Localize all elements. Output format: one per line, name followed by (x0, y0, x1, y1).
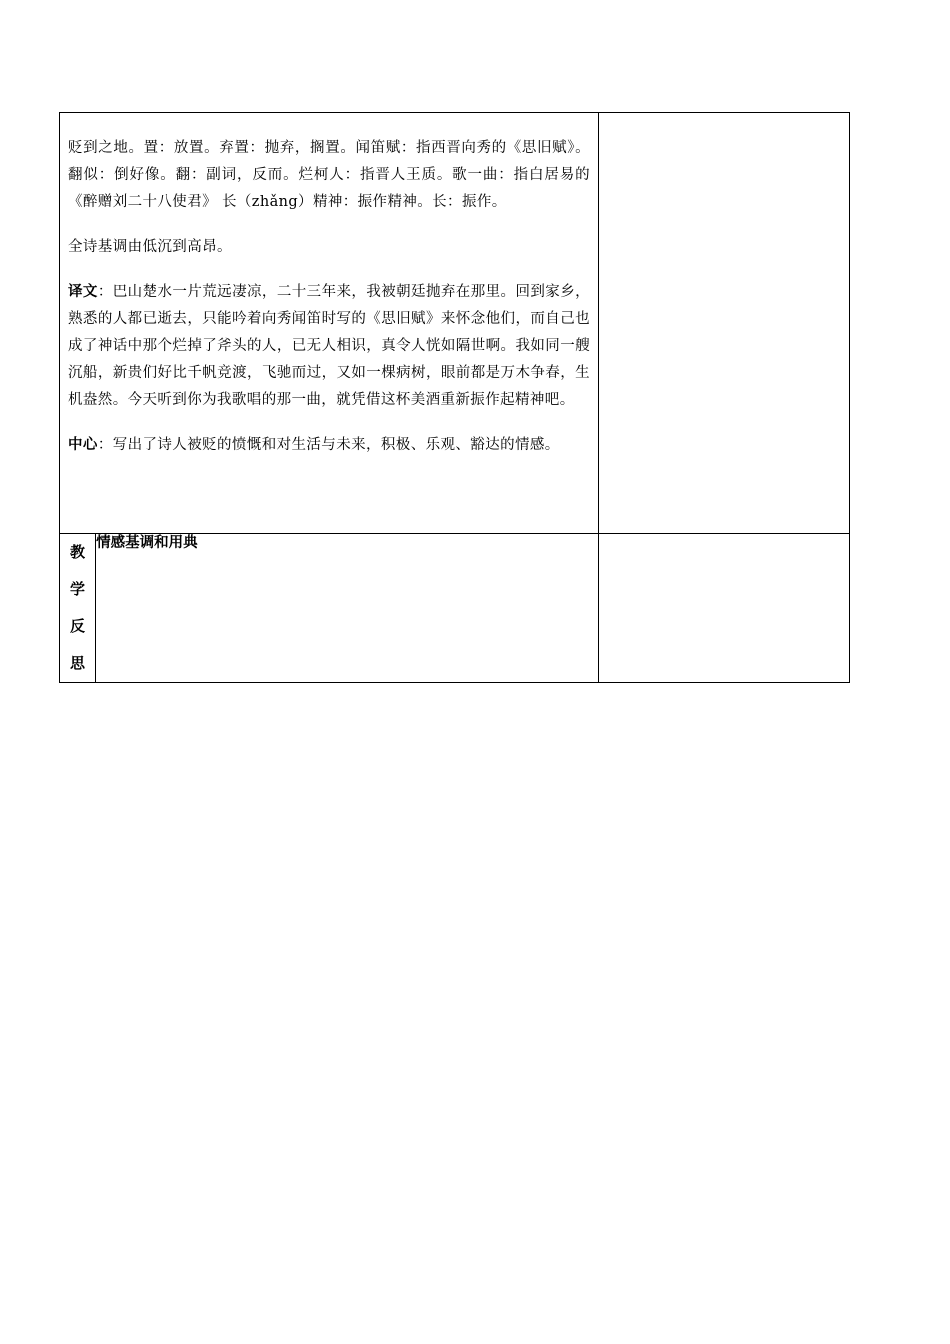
reflection-side-cell (599, 534, 850, 683)
reflection-label-char: 教 (70, 543, 86, 561)
reflection-content-cell (96, 534, 599, 683)
translation-paragraph (68, 279, 590, 414)
tone-paragraph: 全诗基调由低沉到高昂。 (68, 239, 232, 255)
reflection-label-char: 思 (70, 654, 86, 672)
annotation-paragraph: 贬到之地。置：放置。弃置：抛弃，搁置。闻笛赋：指西晋向秀的《思旧赋》。翻似：倒好像。翻：副词，反而。烂柯人：指晋人王质。歌一曲：指白居易的《醉赠刘二十八使君》 长（zhǎng）精神：振作精神。长：振作。 (68, 140, 591, 210)
center-text: ：写出了诗人被贬的愤慨和对生活与未来，积极、乐观、豁达的情感。 (97, 437, 560, 453)
reflection-label-char: 反 (70, 617, 86, 635)
notes-content (60, 113, 598, 459)
center-label: 中心 (68, 437, 98, 453)
translation-text: ：巴山楚水一片荒远凄凉，二十三年来，我被朝廷抛弃在那里。回到家乡，熟悉的人都已逝去，只能吟着向秀闻笛时写的《思旧赋》来怀念他们，而自己也成了神话中那个烂掉了斧头的人，已无人相识，真令人恍如隔世啊。我如同一艘沉船，新贵们好比千帆竞渡，飞驰而过，又如一棵病树，眼前都是万木争春，生机盎然。今天听到你为我歌唱的那一曲，就凭借这杯美酒重新振作起精神吧。 (68, 284, 591, 408)
reflection-label-char: 学 (70, 580, 86, 598)
lesson-plan-table (59, 112, 850, 683)
translation-label: 译文 (68, 284, 98, 300)
center-paragraph (68, 432, 590, 459)
notes-row (60, 113, 850, 534)
reflection-content: 情感基调和用典 (96, 535, 198, 551)
reflection-row (60, 534, 850, 683)
notes-side-cell (599, 113, 850, 534)
notes-cell (60, 113, 599, 534)
reflection-label-cell (60, 534, 96, 683)
